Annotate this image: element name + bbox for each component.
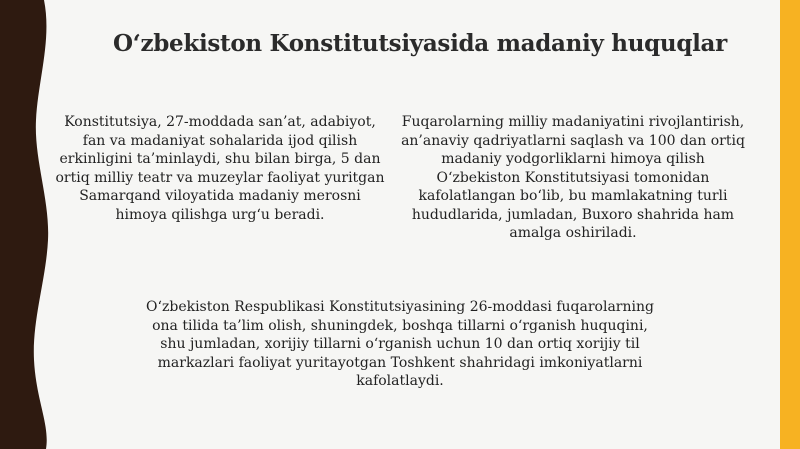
paragraph-left: Konstitutsiya, 27-moddada san’at, adabiyot, fan va madaniyat sohalarida ijod qilish erkinligini ta’minlaydi, shu bilan birga, 5 dan ortiq milliy teatr va muzeylar faoliyat yuritgan Samarqand viloyatida madaniy merosni himoya qilishga urg‘u beradi.	[55, 114, 385, 223]
accent-stripe	[780, 0, 800, 449]
decorative-wave-band	[0, 0, 60, 449]
paragraph-right: Fuqarolarning milliy madaniyatini rivojlantirish, an’anaviy qadriyatlarni saqlash va 100 dan ortiq madaniy yodgorliklarni himoya qilish O‘zbekiston Konstitutsiyasi tomonidan kafolatlangan bo‘lib, bu mamlakatning turli hududlarida, jumladan, Buxoro shahrida ham amalga oshiriladi.	[401, 114, 745, 241]
paragraph-bottom: O‘zbekiston Respublikasi Konstitutsiyasining 26-moddasi fuqarolarning ona tilida ta’lim olish, shuningdek, boshqa tillarni o‘rganish huquqini, shu jumladan, xorijiy tillarni o‘rganish uchun 10 dan ortiq xorijiy til markazlari faoliyat yuritayotgan Toshkent shahridagi imkoniyatlarni kafolatlaydi.	[146, 299, 654, 389]
slide-title: O‘zbekiston Konstitutsiyasida madaniy huquqlar	[113, 30, 727, 57]
